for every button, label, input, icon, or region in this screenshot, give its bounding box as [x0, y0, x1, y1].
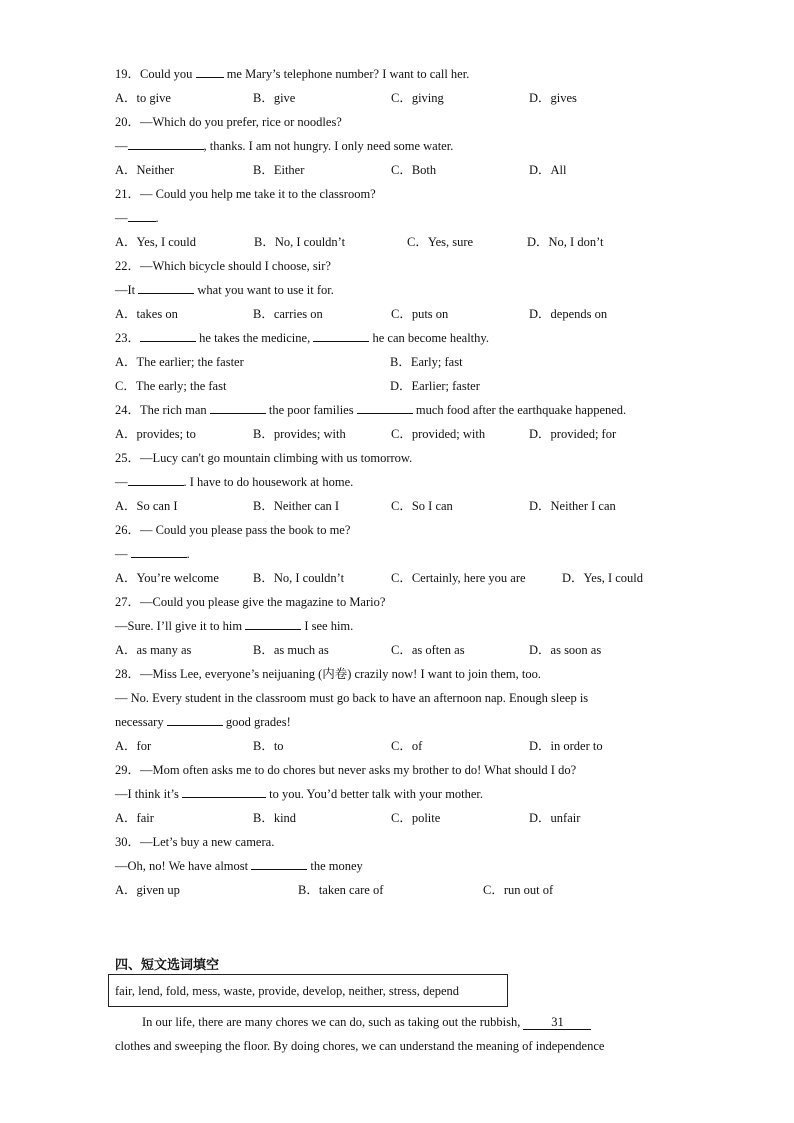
question-27-stem: 27．—Could you please give the magazine to Mario? [115, 595, 386, 609]
question-21-reply: — . [115, 211, 159, 225]
option-d: D．depends on [529, 307, 608, 321]
question-24-stem: 24．The rich man the poor families much food after the earthquake happened. [115, 403, 627, 417]
question-30-reply: —Oh, no! We have almost the money [115, 859, 363, 873]
option-a: A．fair [115, 811, 154, 825]
option-d: D．Yes, I could [562, 571, 644, 585]
option-c: C．as often as [391, 643, 465, 657]
option-c: C．run out of [483, 883, 554, 897]
answer-blank [128, 474, 184, 486]
passage-line: In our life, there are many chores we can do, such as taking out the rubbish, 31 [142, 1014, 591, 1030]
option-b: B．Either [253, 163, 305, 177]
option-d: D．All [529, 163, 567, 177]
option-b: B．provides; with [253, 427, 346, 441]
question-29-reply: —I think it’s to you. You’d better talk with your mother. [115, 787, 484, 801]
option-c: C．Certainly, here you are [391, 571, 526, 585]
option-c: C．provided; with [391, 427, 486, 441]
option-a: A．So can I [115, 499, 178, 513]
option-b: B．Early; fast [390, 355, 463, 369]
option-c: C．So I can [391, 499, 453, 513]
option-a: A．as many as [115, 643, 192, 657]
option-b: B．kind [253, 811, 297, 825]
question-29-stem: 29．—Mom often asks me to do chores but never asks my brother to do! What should I do? [115, 763, 577, 777]
option-a: A．You’re welcome [115, 571, 219, 585]
question-22-reply: —It what you want to use it for. [115, 283, 334, 297]
answer-blank [196, 66, 224, 78]
question-19-stem: 19．Could you me Mary’s telephone number? I want to call her. [115, 67, 470, 81]
option-d: D．No, I don’t [527, 235, 604, 249]
option-a: A．takes on [115, 307, 178, 321]
option-a: A．given up [115, 883, 180, 897]
option-d: D．as soon as [529, 643, 602, 657]
question-28-reply-continued: necessary good grades! [115, 715, 291, 729]
answer-blank [313, 330, 369, 342]
answer-blank [131, 546, 187, 558]
option-a: A．provides; to [115, 427, 196, 441]
option-b: B．taken care of [298, 883, 384, 897]
answer-blank [140, 330, 196, 342]
option-c: C．giving [391, 91, 444, 105]
option-a: A．The earlier; the faster [115, 355, 244, 369]
option-a: A．Neither [115, 163, 175, 177]
option-a: A．to give [115, 91, 171, 105]
blank-31: 31 [523, 1016, 591, 1030]
question-20-reply: — , thanks. I am not hungry. I only need some water. [115, 139, 454, 153]
question-22-stem: 22．—Which bicycle should I choose, sir? [115, 259, 331, 273]
option-d: D．Neither I can [529, 499, 616, 513]
question-27-reply: —Sure. I’ll give it to him I see him. [115, 619, 354, 633]
answer-blank [182, 786, 266, 798]
question-23-stem: 23． he takes the medicine, he can become healthy. [115, 331, 489, 345]
passage-line: clothes and sweeping the floor. By doing chores, we can understand the meaning of independence [115, 1039, 605, 1053]
option-d: D．in order to [529, 739, 603, 753]
option-c: C．puts on [391, 307, 449, 321]
option-d: D．unfair [529, 811, 581, 825]
question-25-reply: — . I have to do housework at home. [115, 475, 354, 489]
option-b: B．carries on [253, 307, 323, 321]
word-bank: fair, lend, fold, mess, waste, provide, develop, neither, stress, depend [115, 984, 460, 998]
answer-blank [357, 402, 413, 414]
option-b: B．give [253, 91, 296, 105]
option-c: C．Yes, sure [407, 235, 474, 249]
question-28-stem: 28．—Miss Lee, everyone’s neijuaning (内卷) crazily now! I want to join them, too. [115, 667, 541, 681]
question-21-stem: 21．— Could you help me take it to the classroom? [115, 187, 376, 201]
question-26-stem: 26．— Could you please pass the book to me? [115, 523, 351, 537]
question-20-stem: 20．—Which do you prefer, rice or noodles? [115, 115, 342, 129]
answer-blank [210, 402, 266, 414]
option-a: A．for [115, 739, 152, 753]
question-30-stem: 30．—Let’s buy a new camera. [115, 835, 275, 849]
answer-blank [128, 210, 156, 222]
option-a: A．Yes, I could [115, 235, 197, 249]
answer-blank [167, 714, 223, 726]
option-d: D．Earlier; faster [390, 379, 480, 393]
option-b: B．No, I couldn’t [253, 571, 345, 585]
option-c: C．polite [391, 811, 441, 825]
option-c: C．The early; the fast [115, 379, 227, 393]
answer-blank [245, 618, 301, 630]
question-28-reply: — No. Every student in the classroom must go back to have an afternoon nap. Enough sleep is [115, 691, 589, 705]
option-c: C．Both [391, 163, 437, 177]
question-26-reply: — . [115, 547, 190, 561]
option-b: B．as much as [253, 643, 329, 657]
option-b: B．No, I couldn’t [254, 235, 346, 249]
option-d: D．gives [529, 91, 577, 105]
answer-blank [251, 858, 307, 870]
section-title: 四、短文选词填空 [115, 958, 220, 973]
option-c: C．of [391, 739, 423, 753]
word-bank-box [108, 974, 508, 1007]
answer-blank [138, 282, 194, 294]
option-b: B．to [253, 739, 284, 753]
option-b: B．Neither can I [253, 499, 340, 513]
option-d: D．provided; for [529, 427, 617, 441]
question-25-stem: 25．—Lucy can't go mountain climbing with us tomorrow. [115, 451, 413, 465]
answer-blank [128, 138, 204, 150]
